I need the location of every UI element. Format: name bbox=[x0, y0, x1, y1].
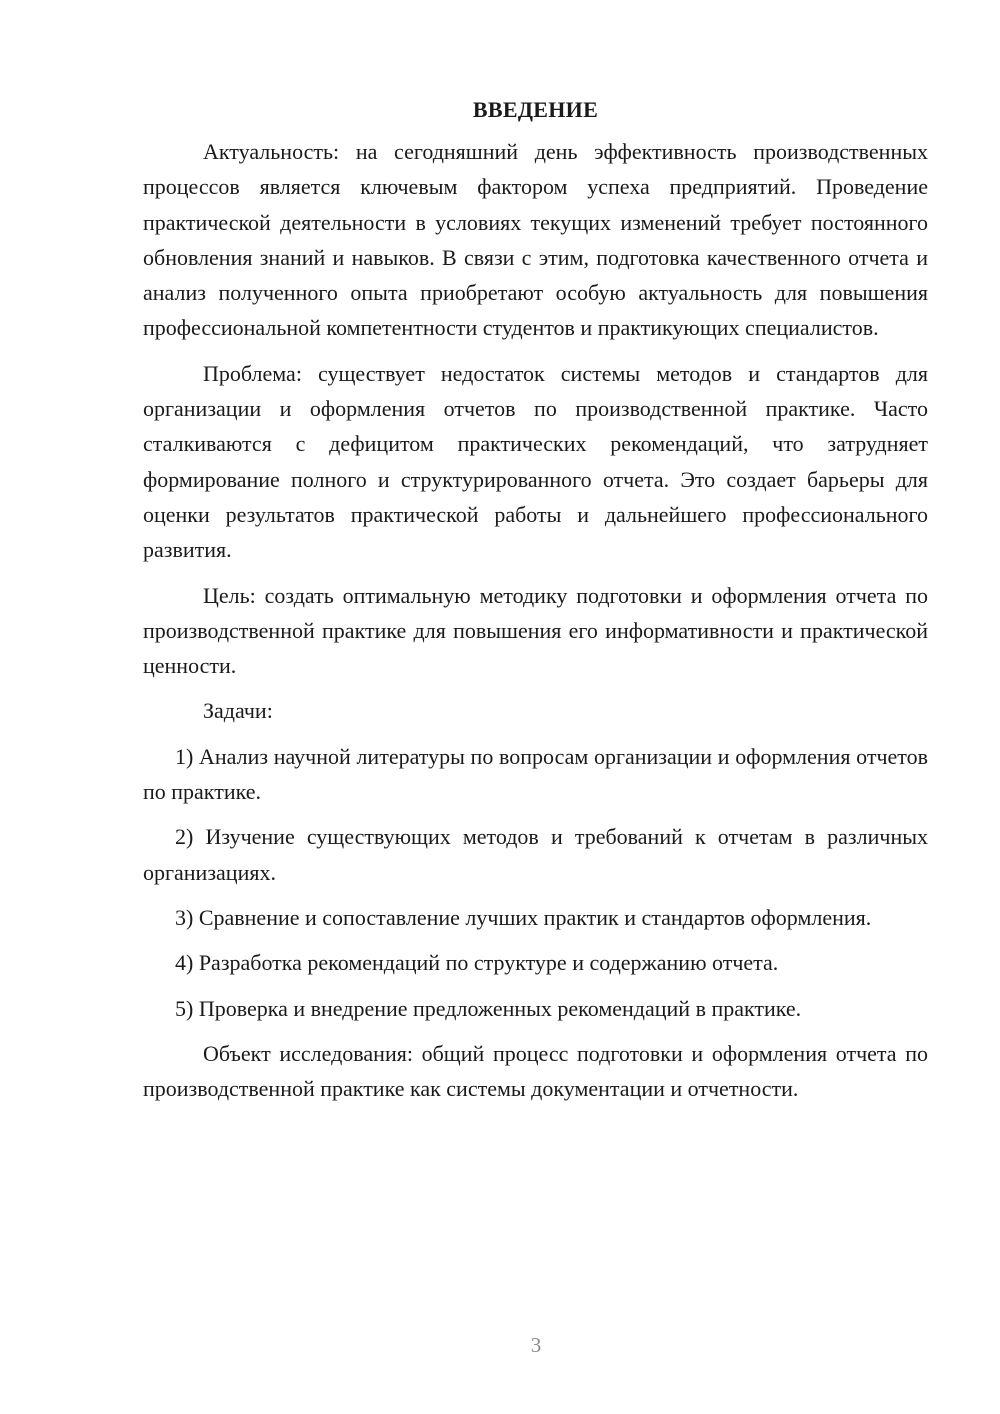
paragraph-goal: Цель: создать оптимальную методику подготовки и оформления отчета по производственной практике для повышения его информативности и практической ценности. bbox=[143, 582, 928, 679]
task-item: 5) Проверка и внедрение предложенных рекомендаций в практике. bbox=[175, 995, 802, 1021]
paragraph-object: Объект исследования: общий процесс подготовки и оформления отчета по производственной практике как системы документации и отчетности. bbox=[143, 1040, 928, 1102]
paragraph-problem: Проблема: существует недостаток системы методов и стандартов для организации и оформления отчетов по производственной практике. Часто сталкиваются с дефицитом практических рекомендаций, что затрудняет формирование полного и структурированного отчета. Это создает барьеры для оценки результатов практической работы и дальнейшего профессионального развития. bbox=[143, 360, 928, 563]
task-item: 4) Разработка рекомендаций по структуре и содержанию отчета. bbox=[175, 950, 779, 976]
tasks-label: Задачи: bbox=[203, 698, 273, 724]
page-content bbox=[143, 92, 928, 1116]
paragraph-relevance: Актуальность: на сегодняшний день эффективность производственных процессов является ключевым фактором успеха предприятий. Проведение практической деятельности в условиях текущих изменений требует постоянного обновления знаний и навыков. В связи с этим, подготовка качественного отчета и анализ полученного опыта приобретают особую актуальность для повышения профессиональной компетентности студентов и практикующих специалистов. bbox=[143, 139, 928, 341]
task-item: 2) Изучение существующих методов и требований к отчетам в различных организациях. bbox=[143, 824, 928, 885]
page-number: 3 bbox=[530, 1333, 542, 1357]
section-heading: ВВЕДЕНИЕ bbox=[472, 97, 599, 122]
task-item: 1) Анализ научной литературы по вопросам организации и оформления отчетов по практике. bbox=[143, 743, 928, 805]
task-item: 3) Сравнение и сопоставление лучших практик и стандартов оформления. bbox=[175, 904, 872, 930]
